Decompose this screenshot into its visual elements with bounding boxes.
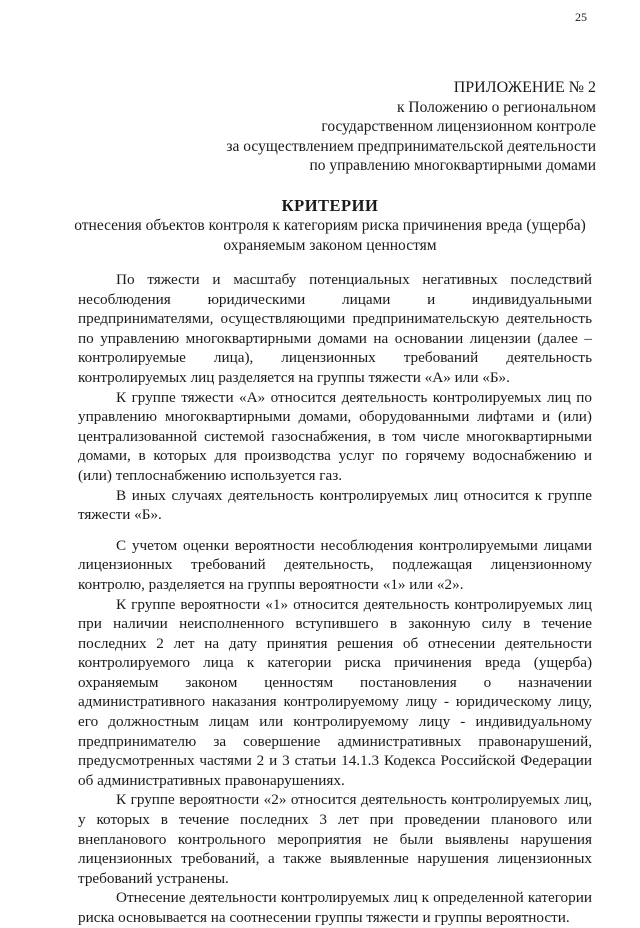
document-subtitle-line: отнесения объектов контроля к категориям риска причинения вреда (ущерба) — [74, 217, 586, 234]
appendix-title: ПРИЛОЖЕНИЕ № 2 — [453, 79, 596, 96]
appendix-line: за осуществлением предпринимательской деятельности — [226, 137, 596, 155]
document-body — [78, 270, 592, 928]
appendix-line: по управлению многоквартирными домами — [309, 157, 596, 174]
paragraph: К группе вероятности «2» относится деятельность контролируемых лиц, у которых в течение последних 3 лет при проведении планового или внепланового контрольного мероприятия не были выявлены нарушения лицензионных требований, а также выявленные нарушения лицензионных требований устранены. — [78, 791, 592, 887]
page-number: 25 — [575, 10, 587, 24]
document-heading — [60, 196, 600, 255]
appendix-block — [176, 78, 596, 176]
appendix-line: к Положению о региональном — [396, 98, 596, 116]
paragraph: К группе тяжести «А» относится деятельность контролируемых лиц по управлению многоквартирными домами, оборудованными лифтами и (или) централизованной системой газоснабжения, в том числе многоквартирными домами, в которых для производства услуг по горячему водоснабжению и (или) теплоснабжению используется газ. — [78, 388, 592, 484]
paragraph: С учетом оценки вероятности несоблюдения контролируемыми лицами лицензионных требований деятельность, подлежащая лицензионному контролю, разделяется на группы вероятности «1» или «2». — [78, 536, 592, 593]
paragraph: Отнесение деятельности контролируемых лиц к определенной категории риска основывается на соотнесении группы тяжести и группы вероятности. — [78, 889, 592, 926]
document-subtitle-line: охраняемым законом ценностям — [223, 236, 437, 254]
paragraph: В иных случаях деятельность контролируемых лиц относится к группе тяжести «Б». — [78, 486, 592, 524]
paragraph: По тяжести и масштабу потенциальных негативных последствий несоблюдения юридическими лицами и индивидуальными предпринимателями, осуществляющими предпринимательскую деятельность по управлению многоквартирными домами на основании лицензии (далее – контролируемые лица), лицензионных требований деятельность контролируемых лиц разделяется на группы тяжести «А» или «Б». — [78, 271, 592, 386]
document-title: КРИТЕРИИ — [281, 196, 379, 215]
paragraph: К группе вероятности «1» относится деятельность контролируемых лиц при наличии неисполненного вступившего в законную силу в течение последних 2 лет на дату принятия решения об отнесении деятельности контролируемого лица к категории риска причинения вреда (ущерба) охраняемым законом ценностям постановления о назначении административного наказания контролируемому лицу - юридическому лицу, его должностным лицам или контролируемому лицу - индивидуальному предпринимателю за совершение административных правонарушений, предусмотренных частями 2 и 3 статьи 14.1.3 Кодекса Российской Федерации об административных правонарушениях. — [78, 595, 592, 789]
appendix-line: государственном лицензионном контроле — [321, 118, 596, 135]
